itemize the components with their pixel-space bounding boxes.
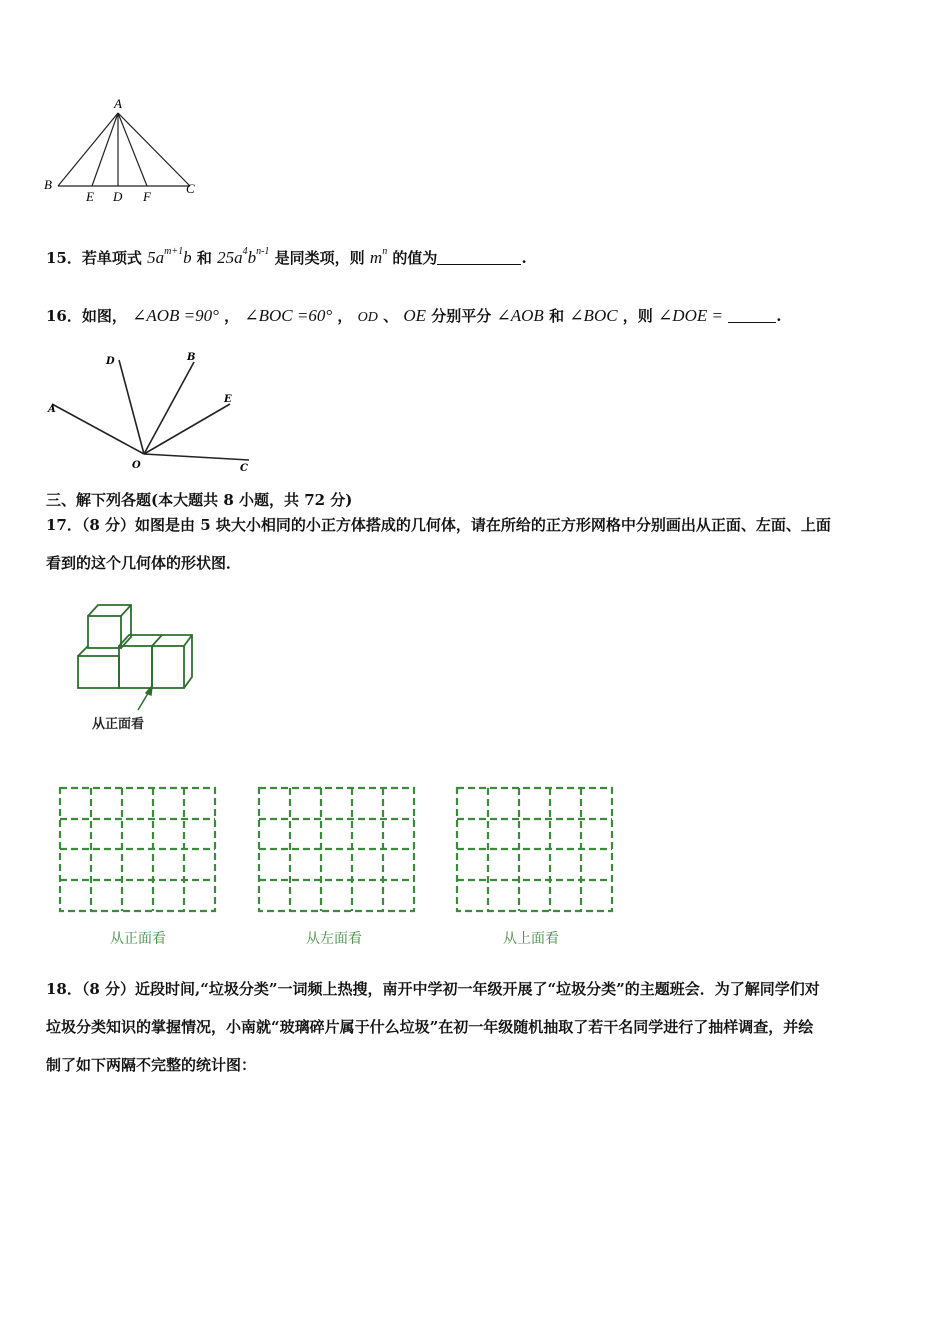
question-17-line2: 看到的这个几何体的形状图． <box>46 554 242 572</box>
q15-term1: $5a^{m+1}b$ <box>147 246 192 267</box>
q16-cond1: ∠AOB =90° <box>132 306 219 325</box>
q15-suffix: 的值为 <box>392 249 438 267</box>
q16-then: ，则 <box>622 307 653 325</box>
label-D2: D <box>106 356 115 367</box>
q16-end: . <box>776 307 782 325</box>
q16-ang2: ∠BOC <box>569 306 618 325</box>
q15-term2: $25a^4b^{n-1}$ <box>217 246 270 267</box>
q16-cond2: ∠BOC =60° <box>244 306 333 325</box>
q16-od: OD <box>357 310 378 325</box>
q16-ask: ∠DOE = <box>658 306 723 325</box>
q15-expr: $m^n$ <box>369 246 388 267</box>
q16-comma2: ， <box>337 307 353 325</box>
cube-caption: 从正面看 <box>92 717 145 732</box>
label-E: E <box>86 189 94 204</box>
triangle-figure <box>40 95 210 210</box>
label-B: B <box>44 177 52 192</box>
label-D: D <box>113 189 123 204</box>
question-15 <box>46 246 527 268</box>
q16-comma1: ， <box>224 307 240 325</box>
q16-mid: 分别平分 <box>431 307 492 325</box>
q16-oe: OE <box>403 306 427 325</box>
question-18-line3: 制了如下两隔不完整的统计图： <box>46 1056 257 1074</box>
grid-caption-left: 从左面看 <box>306 931 362 947</box>
q16-conj: 和 <box>549 307 565 325</box>
grid-front <box>58 786 218 914</box>
grid-left <box>257 786 417 914</box>
q15-answer-blank[interactable] <box>437 250 521 265</box>
label-C: C <box>186 181 195 196</box>
question-17-line1: 17．（8 分）如图是由 5 块大小相同的小正方体搭成的几何体，请在所给的正方形网格中分别画出从正面、左面、上面 <box>46 516 831 534</box>
label-E2: E <box>224 394 232 405</box>
q16-sep: 、 <box>383 307 399 325</box>
label-F: F <box>143 189 151 204</box>
question-16 <box>46 305 781 326</box>
label-A: A <box>114 96 122 111</box>
q15-prefix: 15．若单项式 <box>46 249 142 267</box>
grid-top <box>455 786 615 914</box>
q16-ang1: ∠AOB <box>496 306 544 325</box>
label-C2: C <box>240 463 248 474</box>
grid-caption-top: 从上面看 <box>503 931 559 947</box>
q15-conj: 和 <box>196 249 212 267</box>
cube-figure <box>70 598 200 733</box>
label-B2: B <box>187 352 196 363</box>
q15-end: . <box>521 249 527 267</box>
label-A2: A <box>48 404 56 415</box>
question-18-line1: 18．（8 分）近段时间,“垃圾分类”一词频上热搜，南开中学初一年级开展了“垃圾分类”的主题班会．为了解同学们对 <box>46 980 820 998</box>
angles-figure <box>44 350 259 475</box>
question-18-line2: 垃圾分类知识的掌握情况，小南就“玻璃碎片属于什么垃圾”在初一年级随机抽取了若干名同学进行了抽样调查，并绘 <box>46 1018 814 1036</box>
grid-caption-front: 从正面看 <box>110 931 166 947</box>
section-3-heading: 三、解下列各题(本大题共 8 小题，共 72 分) <box>46 491 353 509</box>
q16-answer-blank[interactable] <box>728 308 776 323</box>
q16-prefix: 16．如图， <box>46 307 127 325</box>
label-O2: O <box>132 460 141 471</box>
q15-middle: 是同类项，则 <box>274 249 365 267</box>
